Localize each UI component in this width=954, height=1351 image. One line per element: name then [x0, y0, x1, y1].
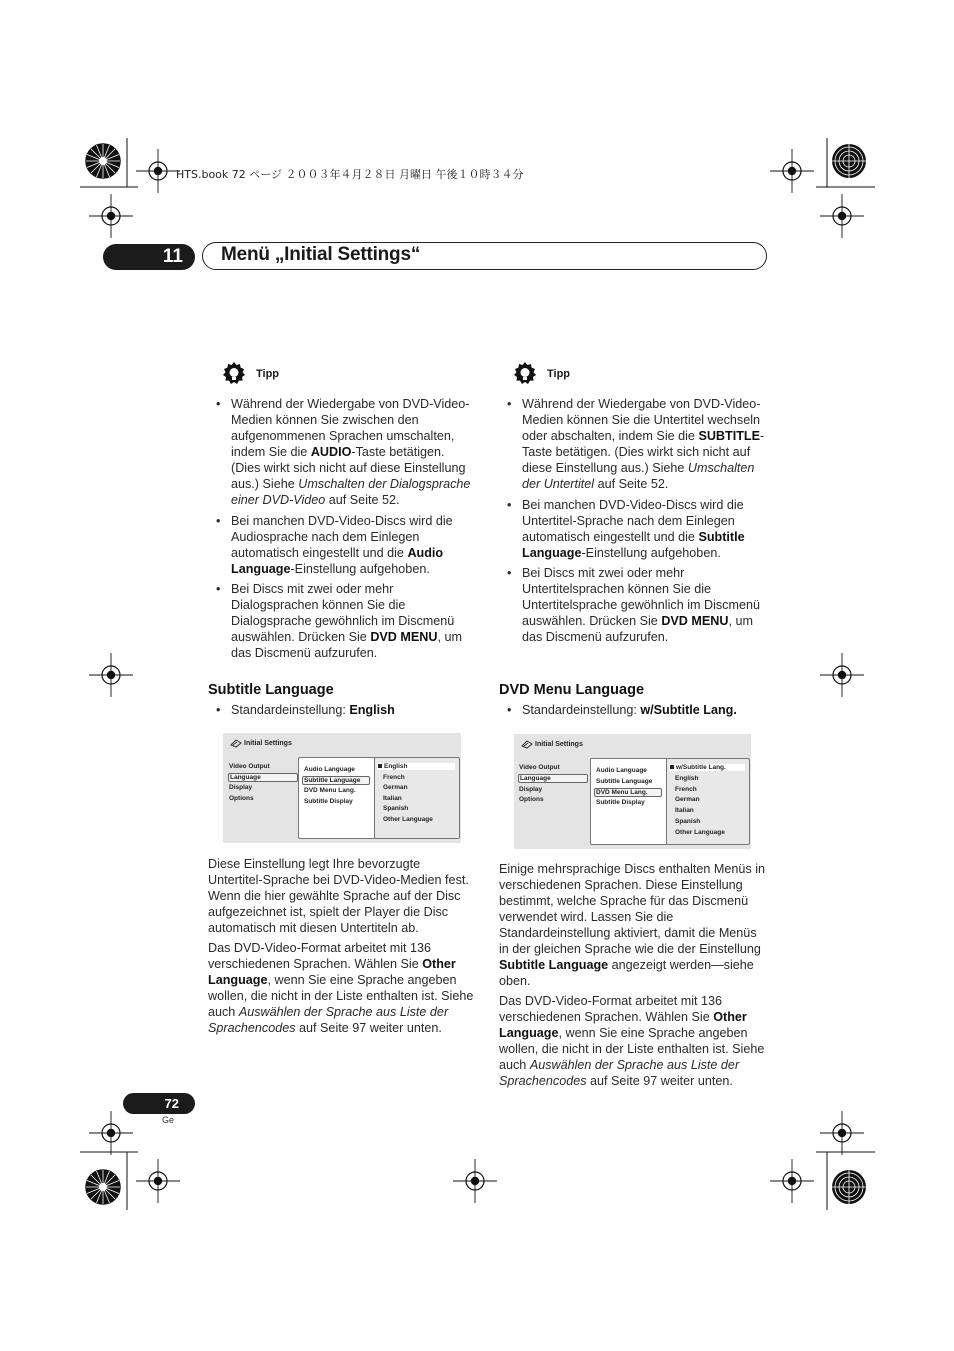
option-item: [669, 796, 745, 803]
bold-term: w/Subtitle Lang.: [640, 703, 737, 717]
tip-bullet: [208, 396, 476, 508]
text-run: Während der Wiedergabe von DVD-Video-Medien können Sie die Untertitel wechseln oder abschalten, indem Sie die: [522, 397, 761, 443]
option-label: w/Subtitle Lang.: [676, 764, 726, 771]
text-run: , wenn Sie eine Sprache angeben wollen, die nicht in der Liste enthalten ist. Siehe auch: [208, 973, 474, 1019]
submenu-item: Audio Language: [304, 766, 355, 773]
right-tip-header: [513, 362, 769, 386]
text-run: auf Seite 52.: [325, 493, 400, 507]
submenu-item: DVD Menu Lang.: [304, 787, 356, 794]
option-label: French: [675, 785, 697, 793]
tip-bullet: [208, 513, 476, 577]
left-tip-header: [222, 362, 476, 386]
text-run: Während der Wiedergabe von DVD-Video-Medien können Sie zwischen den aufgenommenen Sprachen umschalten, indem Sie die: [231, 397, 470, 459]
cross-reference: Umschalten der Dialogsprache einer DVD-Video: [231, 477, 471, 507]
submenu-item: Subtitle Display: [596, 799, 645, 807]
option-label: Italian: [675, 807, 694, 815]
text-run: -Einstellung aufgehoben.: [581, 545, 721, 560]
text-run: , wenn Sie eine Sprache angeben wollen, die nicht in der Liste enthalten ist. Siehe auch: [499, 1026, 765, 1072]
text-run: auf Seite 52.: [594, 477, 669, 491]
text-run: Standardeinstellung:: [522, 703, 641, 717]
tip-bullet: [208, 581, 476, 661]
text-run: Diese Einstellung legt Ihre bevorzugte Untertitel-Sprache bei DVD-Video-Medien fest. Wenn die hier gewählte Sprache auf der Disc aufgezeichnet ist, spielt der Player die Disc automatisch mit diesen Untertiteln ab.: [208, 857, 469, 935]
submenu-panel: [298, 757, 376, 839]
text-run: Standardeinstellung:: [231, 703, 350, 717]
option-item: [669, 829, 745, 836]
left-tip-list: [208, 396, 476, 661]
selected-square-icon: [378, 764, 382, 768]
submenu-item: Subtitle Display: [304, 797, 353, 805]
bold-term: DVD MENU: [370, 630, 438, 644]
bold-term: AUDIO: [310, 445, 352, 459]
text-run: angezeigt werden—siehe oben.: [499, 958, 754, 988]
menu-item: Display: [519, 785, 543, 793]
option-item: [377, 795, 455, 802]
right-tip-list: [499, 396, 769, 645]
tip-bullet: [499, 565, 769, 645]
menu-item: Language: [518, 774, 588, 783]
text-run: Das DVD-Video-Format arbeitet mit 136 verschiedenen Sprachen. Wählen Sie: [499, 994, 723, 1024]
bold-term: Audio Language: [231, 545, 444, 576]
text-run: , um das Discmenü aufzurufen.: [231, 630, 462, 660]
left-tip-label: Tipp: [256, 368, 280, 380]
screen-title: Initial Settings: [535, 741, 583, 748]
tip-icon: [513, 362, 537, 386]
option-item: [377, 763, 455, 770]
dvd-menu-language-heading: DVD Menu Language: [499, 682, 645, 698]
option-label: Spanish: [675, 818, 701, 825]
left-tip-box: [208, 362, 476, 666]
option-item: [377, 816, 455, 823]
print-header-line: HTS.book 72 ページ ２００３年４月２８日 月曜日 午後１０時３４分: [176, 168, 524, 181]
settings-disc-icon: [521, 740, 533, 749]
bold-term: Subtitle Language: [499, 958, 609, 972]
right-tip-box: [499, 362, 769, 650]
option-label: French: [383, 773, 405, 781]
text-run: Einige mehrsprachige Discs enthalten Menüs in verschiedenen Sprachen. Diese Einstellung bestimmt, welche Sprache für das Discmenü verwendet wird. Lassen Sie die Standardeinstellung aktiviert, damit die Menüs in der gleichen Sprache wie die der Einstellung: [499, 862, 766, 956]
text-run: Bei manchen DVD-Video-Discs wird die Audiosprache nach dem Einlegen automatisch eingestellt und die: [231, 513, 453, 560]
text-run: Bei manchen DVD-Video-Discs wird die Untertitel-Sprache nach dem Einlegen automatisch eingestellt und die: [522, 497, 744, 544]
menu-item: Display: [229, 784, 253, 791]
option-item: [669, 764, 745, 771]
bold-term: Other Language: [208, 957, 456, 987]
submenu-item: Subtitle Language: [302, 776, 370, 785]
right-settings-screen: [514, 734, 751, 849]
right-tip-label: Tipp: [547, 368, 571, 380]
options-panel: [666, 758, 750, 845]
chapter-title-box: [202, 242, 767, 270]
subtitle-language-heading: Subtitle Language: [208, 682, 334, 698]
bold-term: English: [349, 703, 395, 717]
menu-item: Options: [229, 794, 254, 802]
text-run: -Taste betätigen. (Dies wirkt sich nicht auf diese Einstellung aus.) Siehe: [231, 445, 466, 491]
subtitle-default-text: [208, 702, 476, 718]
text-run: -Taste betätigen. (Dies wirkt sich nicht auf diese Einstellung aus.) Siehe: [522, 429, 765, 475]
option-item: [669, 807, 745, 814]
option-item: [377, 805, 455, 812]
option-label: German: [383, 784, 408, 791]
option-item: [669, 786, 745, 793]
dvd-menu-language-default: [499, 702, 769, 723]
option-item: [377, 774, 455, 781]
option-label: Spanish: [383, 805, 409, 812]
bold-term: Subtitle Language: [522, 529, 745, 560]
dvd-menu-default-text: [499, 702, 769, 718]
submenu-item: DVD Menu Lang.: [594, 788, 662, 797]
left-settings-screen: [223, 733, 461, 843]
text-run: auf Seite 97 weiter unten.: [586, 1074, 733, 1088]
menu-item: Options: [519, 796, 544, 804]
option-item: [377, 784, 455, 791]
text-run: Bei Discs mit zwei oder mehr Dialogsprachen können Sie die Dialogsprache gewöhnlich im Discmenü auswählen. Drücken Sie: [231, 582, 455, 644]
options-panel: [374, 757, 460, 839]
tip-bullet: [499, 497, 769, 561]
settings-disc-icon: [230, 739, 242, 748]
body-paragraph: [208, 940, 476, 1036]
cross-reference: Auswählen der Sprache aus Liste der Sprachencodes: [499, 1058, 740, 1088]
text-run: auf Seite 97 weiter unten.: [295, 1021, 442, 1035]
chapter-title: Menü „Initial Settings“: [221, 244, 421, 265]
option-label: Other Language: [383, 815, 433, 823]
body-paragraph: [499, 993, 769, 1089]
page-language-code: Ge: [162, 1115, 175, 1125]
submenu-item: Audio Language: [596, 767, 647, 774]
text-run: Bei Discs mit zwei oder mehr Untertitelsprachen können Sie die Untertitelsprache gewöhnlich im Discmenü auswählen. Drücken Sie: [522, 566, 760, 628]
tip-icon: [222, 362, 246, 386]
selected-square-icon: [670, 765, 674, 769]
chapter-number-badge: 11: [103, 244, 195, 270]
page-number-badge: 72: [123, 1093, 195, 1114]
bold-term: SUBTITLE: [698, 429, 761, 443]
submenu-item: Subtitle Language: [596, 777, 653, 785]
option-label: German: [675, 796, 700, 804]
body-paragraph: [499, 861, 769, 989]
menu-item: Video Output: [229, 763, 270, 770]
tip-bullet: [499, 396, 769, 492]
option-label: English: [675, 774, 699, 782]
cross-reference: Auswählen der Sprache aus Liste der Sprachencodes: [208, 1005, 449, 1035]
option-label: Italian: [383, 794, 402, 802]
right-paragraphs: [499, 861, 769, 1093]
subtitle-language-default: [208, 702, 476, 723]
left-paragraphs: [208, 856, 476, 1040]
option-item: [669, 818, 745, 825]
menu-item: Language: [228, 773, 298, 782]
body-paragraph: [208, 856, 476, 936]
bold-term: DVD MENU: [661, 614, 729, 628]
text-run: Das DVD-Video-Format arbeitet mit 136 verschiedenen Sprachen. Wählen Sie: [208, 941, 432, 971]
option-item: [669, 775, 745, 782]
submenu-panel: [590, 758, 668, 845]
text-run: -Einstellung aufgehoben.: [290, 561, 430, 576]
option-label: English: [384, 763, 408, 770]
bold-term: Other Language: [499, 1010, 747, 1040]
menu-item: Video Output: [519, 764, 560, 771]
screen-title: Initial Settings: [244, 740, 292, 747]
text-run: , um das Discmenü aufzurufen.: [522, 614, 753, 644]
cross-reference: Umschalten der Untertitel: [522, 461, 755, 491]
option-label: Other Language: [675, 828, 725, 836]
